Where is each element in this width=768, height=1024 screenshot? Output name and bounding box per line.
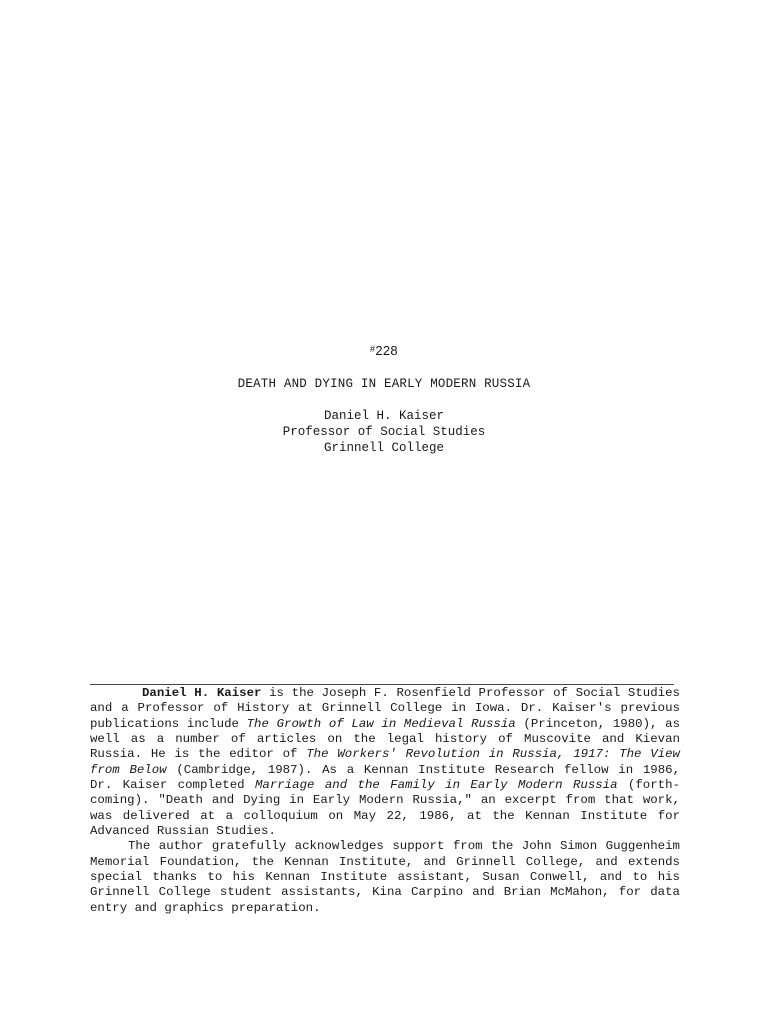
bio-text-2: (Princeton, 1980), as well as a number of articles on the legal history of Muscovite and Kievan Russia. He is the editor of xyxy=(90,716,681,762)
bio-text-3: (Cambridge, 1987). As a Kennan Institute Research fellow in 1986, Dr. Kaiser completed xyxy=(90,762,681,793)
author-bio-paragraph xyxy=(90,686,680,839)
acknowledgment-paragraph: The author gratefully acknowledges support from the John Simon Guggenheim Memorial Foundation, the Kennan Institute, and Grinnell College, and extends special thanks to his Kennan Institute assistant, Susan Conwell, and to his Grinnell College student assistants, Kina Carpino and Brian McMahon, for data entry and graphics preparation. xyxy=(90,839,680,915)
bio-text-1: is the Joseph F. Rosenfield Professor of Social Studies and a Professor of History at Grinnell College in Iowa. Dr. Kaiser's previous publications include xyxy=(90,686,680,731)
author-institution: Grinnell College xyxy=(323,441,445,455)
paper-title: DEATH AND DYING IN EARLY MODERN RUSSIA xyxy=(237,377,531,391)
bio-book-title-3: Marriage and the Family in Early Modern Russia xyxy=(254,778,618,793)
bio-book-title-1: The Growth of Law in Medieval Russia xyxy=(246,716,516,731)
paper-number-hash: # xyxy=(370,344,376,354)
footnote-divider xyxy=(90,684,674,685)
paper-number xyxy=(0,343,768,358)
paper-number-value: 228 xyxy=(375,343,398,358)
bio-text-4: (forth- coming). "Death and Dying in Early Modern Russia," an excerpt from that work, was delivered at a colloquium on May 22, 1986, at the Kennan Institute for Advanced Russian Studies. xyxy=(90,778,680,839)
footnote xyxy=(90,686,680,916)
author-name: Daniel H. Kaiser xyxy=(323,409,445,423)
author-block xyxy=(0,408,768,456)
bio-book-title-2: The Workers' Revolution in Russia, 1917: The View from Below xyxy=(90,747,680,777)
bio-author-name: Daniel H. Kaiser xyxy=(142,686,262,700)
author-position: Professor of Social Studies xyxy=(282,425,486,439)
